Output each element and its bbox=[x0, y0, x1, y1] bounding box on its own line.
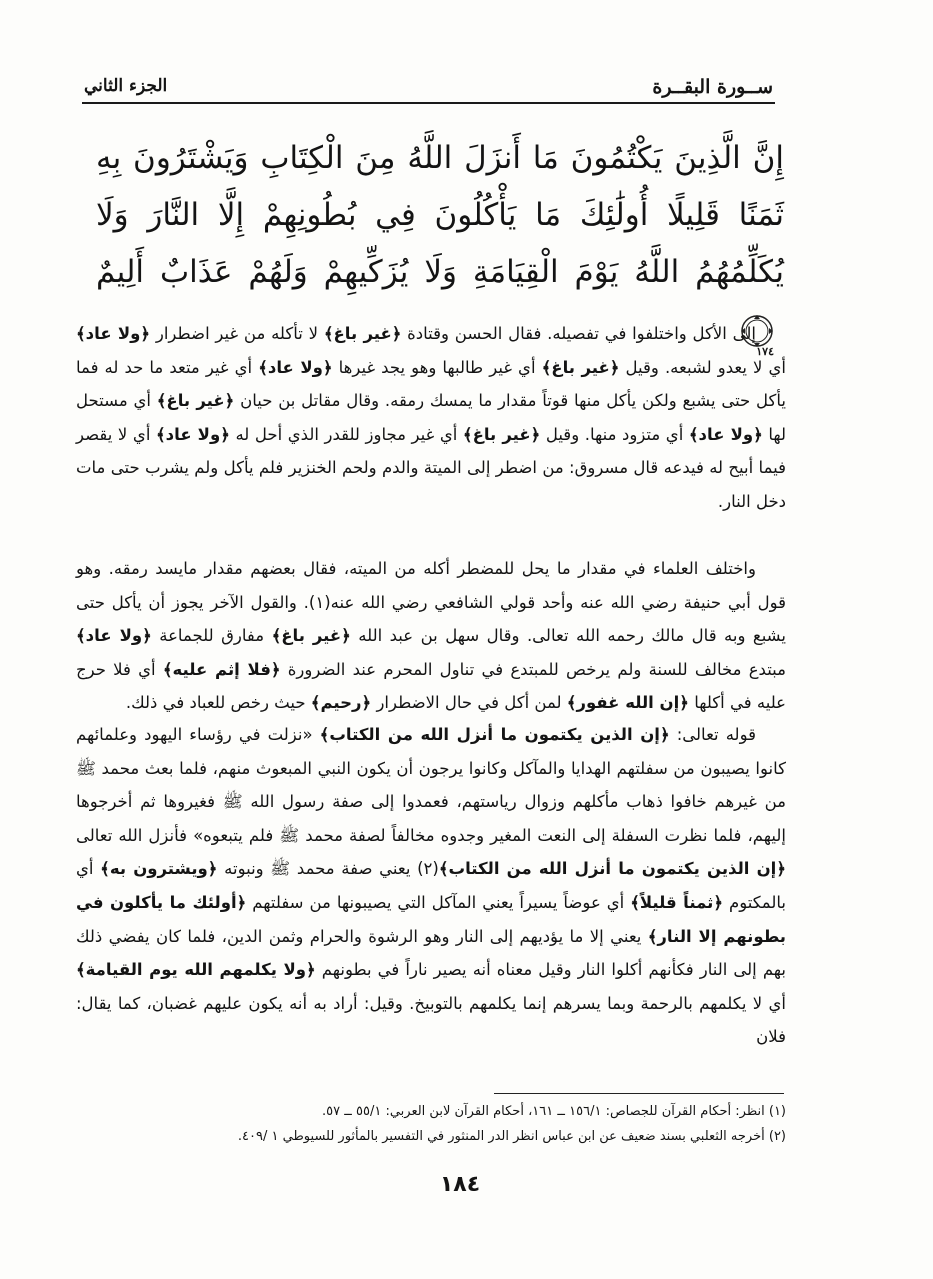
commentary-text: أي لا يقصر فيما أبيح له فيدعه قال مسروق: من اضطر إلى الميتة والدم ولحم الخنزير فلم يأكل ولم يشرب حتى مات دخل النار. bbox=[76, 424, 786, 511]
quranic-quote: ﴿ولا يكلمهم الله يوم القيامة﴾ bbox=[76, 960, 316, 980]
surah-title: ســورة البقــرة bbox=[652, 76, 773, 98]
commentary-text: (٢) يعني صفة محمد ﷺ ونبوته bbox=[217, 859, 439, 879]
running-header bbox=[82, 70, 775, 104]
quranic-quote: ﴿أولئك ما يأكلون في بطونهم إلا النار﴾ bbox=[76, 892, 786, 946]
commentary-text: يعني إلا ما يؤديهم إلى النار وهو الرشوة والحرام وثمن الدين، فلما كان يفضي ذلك بهم إلى النار فكأنهم أكلوا النار وقيل معناه أنه يصير ناراً في بطونهم bbox=[76, 926, 786, 980]
commentary-text: أي لا يعدو لشبعه. وقيل bbox=[619, 357, 787, 377]
commentary-text: واختلف العلماء في مقدار ما يحل للمضطر أكله من الميته، فقال بعضهم مقدار مايسد رمقه. وهو قول أبي حنيفة رضي الله عنه وأحد قولي الشافعي رضي الله عنه(١). والقول الآخر يجوز أن يأكل حتى يشبع وبه قال مالك رحمه الله تعالى. وقال سهل بن عبد الله bbox=[76, 559, 786, 646]
footnote-divider bbox=[494, 1093, 784, 1094]
paragraph-text bbox=[76, 552, 786, 720]
quranic-quote: ﴿إن الله غفور﴾ bbox=[566, 693, 689, 713]
quranic-quote: ﴿ولا عاد﴾ bbox=[76, 324, 151, 343]
quranic-quote: ﴿ولا عاد﴾ bbox=[258, 357, 333, 377]
part-title: الجزء الثاني bbox=[84, 76, 168, 96]
quranic-quote: ﴿غير باغ﴾ bbox=[156, 391, 235, 411]
page-number: ١٨٤ bbox=[439, 1172, 481, 1197]
commentary-text: أي غير متعد ما حد له فما يأكل حتى يشبع ولكن يأكل منها قوتاً مقدار ما يمسك رمقه. وقال مقاتل بن حيان bbox=[76, 357, 786, 411]
quranic-quote: ﴿ويشترون به﴾ bbox=[100, 859, 218, 879]
commentary-text: لمن أكل في حال الاضطرار bbox=[371, 693, 567, 713]
commentary-text: إلى الأكل واختلفوا في تفصيله. فقال الحسن وقتادة bbox=[401, 324, 757, 343]
paragraph-text bbox=[76, 317, 786, 519]
quranic-quote: ﴿رحيم﴾ bbox=[310, 693, 372, 713]
verse-text: إِنَّ الَّذِينَ يَكْتُمُونَ مَا أَنزَلَ اللَّهُ مِنَ الْكِتَابِ وَيَشْتَرُونَ بِهِ ثَمَنًا قَلِيلًا أُولَٰئِكَ مَا يَأْكُلُونَ فِي بُطُونِهِمْ إِلَّا النَّارَ وَلَا يُكَلِّمُهُمُ اللَّهُ يَوْمَ الْقِيَامَةِ وَلَا يُزَكِّيهِمْ وَلَهُمْ عَذَابٌ أَلِيمٌ bbox=[96, 140, 784, 290]
quranic-quote: ﴿إن الذين يكتمون ما أنزل الله من الكتاب﴾ bbox=[319, 725, 670, 744]
commentary-text: أي غير مجاوز للقدر الذي أحل له bbox=[229, 424, 463, 444]
quranic-quote: ﴿ولا عاد﴾ bbox=[688, 424, 763, 444]
commentary-text: أي لا يكلمهم بالرحمة وبما يسرهم إنما يكلمهم بالتوبيخ. وقيل: أراد به أنه يكون عليهم غضبان، كما يقال: فلان bbox=[76, 993, 786, 1047]
commentary-text: لا تأكله من غير اضطرار bbox=[150, 324, 324, 343]
quranic-quote: ﴿غير باغ﴾ bbox=[323, 324, 402, 343]
commentary-text: أي بالمكتوم bbox=[76, 859, 786, 912]
commentary-text: أي متزود منها. وقيل bbox=[540, 424, 689, 444]
quranic-quote: ﴿ولا عاد﴾ bbox=[155, 424, 230, 444]
commentary-text: أي عوضاً يسيراً يعني المآكل التي يصيبونها من سفلتهم bbox=[246, 892, 631, 912]
footnote-1: (١) انظر: أحكام القرآن للجصاص: ١٥٦/١ ــ ١٦١، أحكام القرآن لابن العربي: ٥٥/١ ــ ٥٧. bbox=[321, 1104, 786, 1119]
paragraph-text bbox=[76, 718, 786, 1054]
quranic-quote: ﴿ولا عاد﴾ bbox=[76, 626, 152, 646]
footnotes bbox=[150, 1099, 786, 1149]
ayah-number: ١٧٤ bbox=[756, 344, 774, 358]
commentary-text: أي غير طالبها وهو يجد غيرها bbox=[332, 357, 542, 377]
commentary-text: أي مستحل لها bbox=[76, 391, 787, 444]
commentary-text: مفارق للجماعة bbox=[151, 626, 272, 646]
commentary-text: «نزلت في رؤساء اليهود وعلمائهم كانوا يصيبون من سفلتهم الهدايا والمآكل وكانوا يرجون أن يكون النبي المبعوث منهم، فلما بعث محمد ﷺ من غيرهم خافوا ذهاب مأكلهم وزوال رياستهم، فعمدوا إلى صفة رسول الله ﷺ فغيروها ثم أخرجوها إليهم، فلما نظرت السفلة إلى النعت المغير وجدوه مخالفاً لصفة محمد ﷺ فلم يتبعوه» فأنزل الله تعالى bbox=[76, 725, 786, 845]
quranic-quote: ﴿ثمناً قليلاً﴾ bbox=[630, 892, 724, 912]
commentary-text: مبتدع مخالف للسنة ولم يرخص للمبتدع في تناول المحرم عند الضرورة bbox=[280, 659, 787, 679]
quranic-quote: ﴿غير باغ﴾ bbox=[541, 357, 620, 377]
footnote-2: (٢) أخرجه الثعلبي بسند ضعيف عن ابن عباس انظر الدر المنثور في التفسير بالمأثور للسيوطي ١ /٤٠٩. bbox=[237, 1129, 786, 1144]
quranic-quote: ﴿غير باغ﴾ bbox=[271, 626, 351, 646]
commentary-paragraph-3 bbox=[76, 718, 786, 1054]
commentary-text: حيث رخص للعباد في ذلك. bbox=[125, 693, 311, 713]
quranic-quote: ﴿فلا إثم عليه﴾ bbox=[162, 659, 281, 679]
commentary-text: أي فلا حرج عليه في أكلها bbox=[76, 659, 786, 713]
quranic-quote: ﴿إن الذين يكتمون ما أنزل الله من الكتاب﴾ bbox=[438, 859, 786, 879]
commentary-paragraph-2 bbox=[76, 552, 786, 720]
commentary-text: قوله تعالى: bbox=[669, 725, 756, 744]
quranic-quote: ﴿غير باغ﴾ bbox=[462, 424, 541, 444]
commentary-paragraph-1 bbox=[76, 317, 786, 519]
